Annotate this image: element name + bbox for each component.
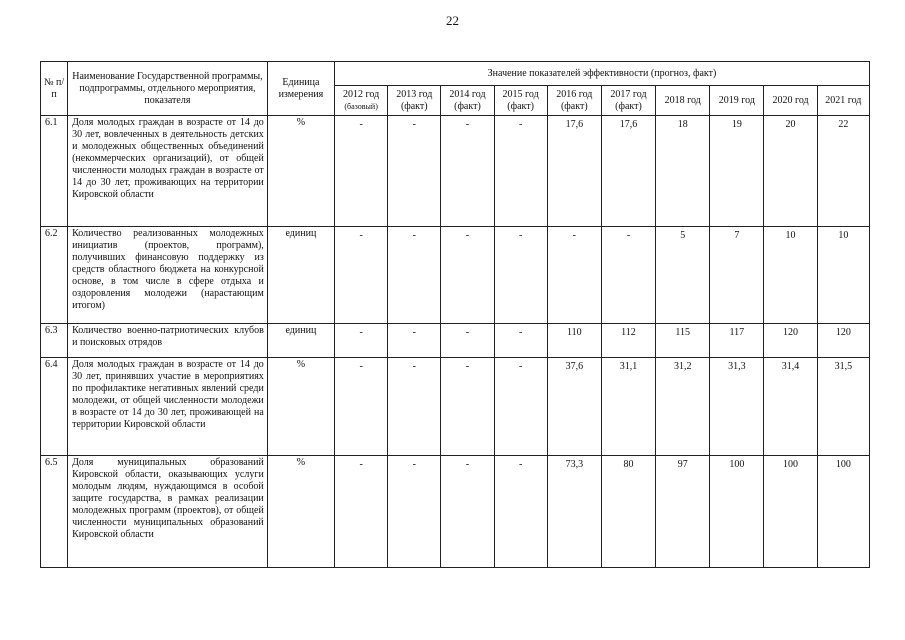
header-num: № п/п — [41, 62, 68, 116]
value-cell: 37,6 — [547, 358, 601, 456]
table-row — [41, 358, 870, 456]
indicators-table — [40, 61, 870, 568]
value-cell: 31,2 — [656, 358, 710, 456]
value-cell: 100 — [710, 456, 764, 568]
value-cell: - — [441, 324, 494, 358]
table-row — [41, 227, 870, 324]
value-cell: - — [494, 324, 547, 358]
value-cell: - — [494, 358, 547, 456]
indicator-name: Количество реализованных молодежных инициатив (проектов, программ), получивших финансовую поддержку из средств областного бюджета на конкурсной основе, в том числе в сфере отдыха и оздоровления молодежи (нарастающим итогом) — [68, 227, 268, 324]
value-cell: - — [335, 324, 388, 358]
row-number: 6.3 — [41, 324, 68, 358]
value-cell: 5 — [656, 227, 710, 324]
table-row — [41, 456, 870, 568]
value-cell: - — [335, 227, 388, 324]
row-number: 6.5 — [41, 456, 68, 568]
unit-cell: единиц — [267, 324, 334, 358]
header-year-2018: 2018 год — [656, 86, 710, 116]
header-values-group: Значение показателей эффективности (прогноз, факт) — [335, 62, 870, 86]
indicator-name: Доля молодых граждан в возрасте от 14 до 30 лет, принявших участие в мероприятиях по профилактике негативных явлений среди молодежи, от общей численности молодежи в возрасте от 14 до 30 лет, проживающей на территории Кировской области — [68, 358, 268, 456]
unit-cell: % — [267, 116, 334, 227]
value-cell: 115 — [656, 324, 710, 358]
page-number: 22 — [446, 13, 459, 28]
value-cell: 10 — [764, 227, 817, 324]
value-cell: - — [601, 227, 655, 324]
indicator-name: Доля муниципальных образований Кировской области, оказывающих услуги молодым людям, нуждающимся в особой защите государства, в рамках реализации молодежных программ (проектов), от общей численности муниципальных образований Кировской области — [68, 456, 268, 568]
value-cell: 120 — [764, 324, 817, 358]
value-cell: 110 — [547, 324, 601, 358]
value-cell: - — [388, 456, 441, 568]
unit-cell: единиц — [267, 227, 334, 324]
value-cell: - — [335, 116, 388, 227]
value-cell: - — [388, 358, 441, 456]
value-cell: - — [547, 227, 601, 324]
header-year-2014: 2014 год (факт) — [441, 86, 494, 116]
unit-cell: % — [267, 358, 334, 456]
value-cell: 100 — [817, 456, 869, 568]
table-row — [41, 116, 870, 227]
value-cell: - — [388, 227, 441, 324]
value-cell: 19 — [710, 116, 764, 227]
header-year-2016: 2016 год (факт) — [547, 86, 601, 116]
value-cell: 7 — [710, 227, 764, 324]
header-name: Наименование Государственной программы, подпрограммы, отдельного мероприятия, показателя — [68, 62, 268, 116]
value-cell: 100 — [764, 456, 817, 568]
value-cell: - — [441, 456, 494, 568]
header-year-2013: 2013 год (факт) — [388, 86, 441, 116]
value-cell: 22 — [817, 116, 869, 227]
unit-cell: % — [267, 456, 334, 568]
table-row — [41, 324, 870, 358]
value-cell: 31,3 — [710, 358, 764, 456]
indicator-name: Количество военно-патриотических клубов и поисковых отрядов — [68, 324, 268, 358]
value-cell: - — [441, 116, 494, 227]
value-cell: 80 — [601, 456, 655, 568]
value-cell: 117 — [710, 324, 764, 358]
indicator-name: Доля молодых граждан в возрасте от 14 до 30 лет, вовлеченных в деятельность детских и молодежных общественных объединений (некоммерческих организаций), от общей численности молодых граждан в возрасте от 14 до 30 лет, проживающих на территории Кировской области — [68, 116, 268, 227]
value-cell: 31,1 — [601, 358, 655, 456]
value-cell: 10 — [817, 227, 869, 324]
header-year-2019: 2019 год — [710, 86, 764, 116]
value-cell: 20 — [764, 116, 817, 227]
value-cell: - — [335, 358, 388, 456]
value-cell: - — [335, 456, 388, 568]
value-cell: 97 — [656, 456, 710, 568]
header-year-2020: 2020 год — [764, 86, 817, 116]
value-cell: - — [494, 456, 547, 568]
value-cell: 17,6 — [601, 116, 655, 227]
header-year-2021: 2021 год — [817, 86, 869, 116]
row-number: 6.4 — [41, 358, 68, 456]
value-cell: - — [441, 227, 494, 324]
row-number: 6.2 — [41, 227, 68, 324]
value-cell: - — [388, 324, 441, 358]
value-cell: - — [494, 116, 547, 227]
value-cell: 120 — [817, 324, 869, 358]
header-unit: Единица измерения — [267, 62, 334, 116]
header-year-2012: 2012 год (базовый) — [335, 86, 388, 116]
value-cell: - — [441, 358, 494, 456]
header-row-1 — [41, 62, 870, 86]
value-cell: 73,3 — [547, 456, 601, 568]
value-cell: 112 — [601, 324, 655, 358]
header-year-2017: 2017 год (факт) — [601, 86, 655, 116]
value-cell: - — [494, 227, 547, 324]
value-cell: 31,4 — [764, 358, 817, 456]
header-year-2015: 2015 год (факт) — [494, 86, 547, 116]
value-cell: 17,6 — [547, 116, 601, 227]
value-cell: - — [388, 116, 441, 227]
value-cell: 18 — [656, 116, 710, 227]
row-number: 6.1 — [41, 116, 68, 227]
value-cell: 31,5 — [817, 358, 869, 456]
